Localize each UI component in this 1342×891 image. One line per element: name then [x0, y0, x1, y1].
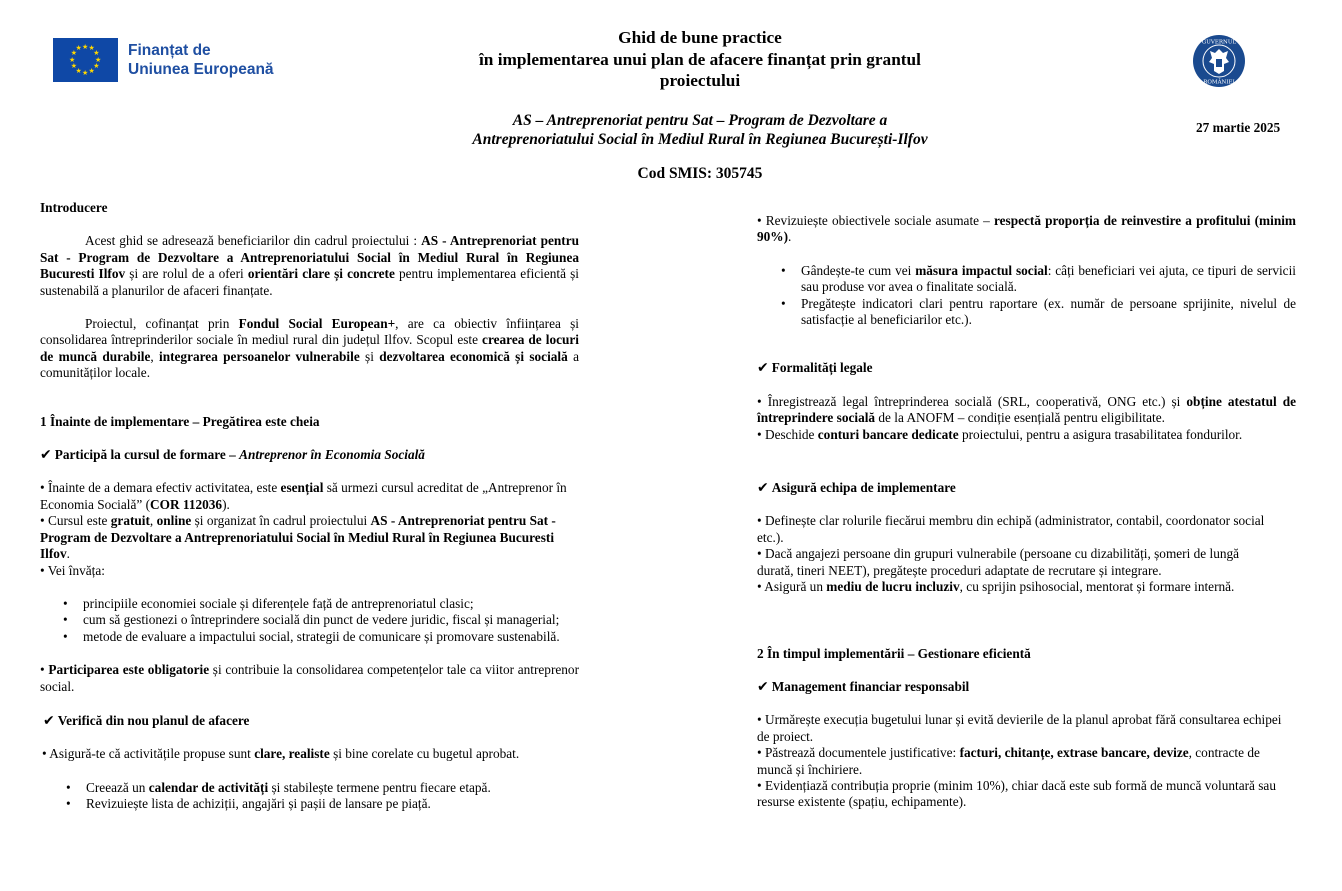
heading-text: Verifică din nou planul de afacere	[57, 712, 250, 728]
list-item	[86, 780, 579, 796]
text: Proiectul, cofinanțat prin	[85, 316, 239, 332]
star-icon: ★	[75, 66, 82, 75]
emphasis: integrarea persoanelor vulnerabile	[159, 348, 360, 364]
subtitle-line-1: AS – Antreprenoriat pentru Sat – Program de Dezvoltare a	[512, 111, 888, 129]
text: .	[788, 229, 792, 245]
emphasis: clare, realiste	[254, 746, 330, 762]
project-name	[430, 111, 970, 149]
emphasis: respectă proporția de reinvestire a profitului (minim 90%)	[757, 213, 1296, 245]
emphasis: online	[156, 513, 192, 529]
text: : câți beneficiari vei ajuta, ce tipuri de servicii sau produse vor avea o finalitate socială.	[801, 262, 1296, 295]
svg-text:ROMÂNIEI: ROMÂNIEI	[1203, 79, 1235, 86]
star-icon: ★	[88, 66, 95, 75]
text: ,	[149, 513, 157, 529]
text: • Revizuiește obiectivele sociale asumate –	[757, 213, 994, 228]
objectives-paragraph	[757, 213, 1296, 246]
course-bullet-2	[40, 513, 579, 562]
star-icon: ★	[75, 44, 82, 53]
star-icon: ★	[69, 55, 76, 64]
star-icon: ★	[88, 44, 95, 53]
star-icon: ★	[93, 62, 100, 70]
document-title	[430, 27, 970, 92]
eu-flag-icon	[53, 38, 118, 82]
checklist-heading-team	[757, 480, 1296, 496]
text: pentru implementarea eficientă și sustenabilă a planurilor de afaceri finanțate.	[40, 266, 580, 298]
text: • Înregistrează legal întreprinderea socială (SRL, cooperativă, ONG etc.) și	[757, 393, 1187, 409]
text: Pregătește indicatori clari pentru raportare (ex. număr de persoane sprijinite, nivelul de satisfacție al beneficiarilor etc.).	[801, 295, 1296, 328]
checklist-heading-plan	[40, 713, 579, 729]
list-item: • principiile economiei sociale și diferențele față de antreprenoriatul clasic;	[83, 596, 579, 612]
checklist-heading-finance	[757, 679, 1296, 695]
fund-name: Fondul Social European+	[238, 316, 396, 332]
list-item: • cum să gestionezi o întreprindere socială din punct de vedere juridic, fiscal și managerial;	[83, 612, 579, 628]
impact-list	[757, 263, 1296, 329]
emphasis: facturi, chitanțe, extrase bancare, devize	[959, 745, 1189, 761]
text: și	[359, 348, 380, 364]
checklist-heading-course	[40, 447, 579, 463]
text: Creează un	[86, 779, 149, 795]
title-line-2: în implementarea unui plan de afacere finanțat prin grantul	[479, 49, 921, 69]
project-name-bold: AS - Antreprenoriat pentru Sat - Program de Dezvoltare a Antreprenoriatului Social în Mediul Rural în Regiunea Bucuresti Ilfov	[40, 233, 579, 282]
text: și bine corelate cu bugetul aprobat.	[329, 746, 520, 762]
text: • Înainte de a demara efectiv activitatea, este	[40, 480, 281, 496]
list-item	[801, 263, 1296, 296]
section-2-heading: 2 În timpul implementării – Gestionare eficientă	[757, 645, 1031, 661]
checklist-heading-legal	[757, 360, 1296, 376]
intro-paragraph-2	[40, 316, 579, 382]
heading-text: Asigură echipa de implementare	[771, 480, 956, 496]
checkmark-icon: ✔	[757, 678, 769, 695]
text: și are rolul de a oferi	[125, 266, 248, 282]
emphasis: Participarea este obligatorie	[48, 662, 210, 678]
emphasis: măsura impactul social	[915, 262, 1048, 278]
list-item	[86, 796, 579, 812]
subtitle-line-2: Antreprenoriatului Social în Mediul Rural în Regiunea București-Ilfov	[472, 130, 928, 148]
eu-logo-text	[128, 41, 274, 79]
text: • Asigură-te că activitățile propuse sunt	[42, 746, 255, 762]
list-item	[801, 296, 1296, 329]
course-bullet-3: • Vei învăța:	[40, 562, 105, 578]
svg-text:GUVERNUL: GUVERNUL	[1201, 39, 1237, 46]
eu-logo-line2: Uniunea Europeană	[128, 61, 274, 78]
text: să urmezi cursul acreditat de „Antreprenor în Economia Socială” (	[40, 480, 567, 512]
document-header	[430, 27, 970, 183]
text: de la ANOFM – condiție esențială pentru eligibilitate.	[875, 410, 1165, 426]
smis-code: Cod SMIS: 305745	[637, 164, 763, 182]
emphasis: calendar de activități	[148, 779, 269, 795]
text: Revizuiește lista de achiziții, angajări și pașii de lansare pe piață.	[86, 796, 431, 812]
text: a comunităților locale.	[40, 348, 579, 381]
intro-paragraph-1	[40, 233, 579, 299]
checkmark-icon: ✔	[757, 480, 769, 497]
title-line-1: Ghid de bune practice	[618, 28, 782, 47]
star-icon: ★	[82, 68, 89, 77]
plan-list	[40, 780, 579, 813]
intro-heading: Introducere	[40, 200, 108, 215]
text: • Deschide	[757, 426, 818, 442]
text: , cu sprijin psihosocial, mentorat și formare internă.	[959, 579, 1235, 595]
finance-paragraph	[757, 712, 1296, 810]
text: ,	[150, 348, 160, 364]
text: ).	[222, 496, 230, 512]
heading-text: Management financiar responsabil	[771, 678, 970, 694]
finance-bullet-3: • Evidențiază contribuția proprie (minim 10%), chiar dacă este sub formă de muncă voluntară sau resurse existente (spațiu, echipamente).	[757, 777, 1276, 810]
plan-paragraph	[40, 746, 579, 762]
checkmark-icon: ✔	[43, 712, 55, 729]
text: , contracte de muncă și închiriere.	[757, 745, 1260, 777]
star-icon: ★	[93, 49, 100, 57]
project-name-bold: AS - Antreprenoriat pentru Sat - Program de Dezvoltare a Antreprenoriatului Social în Mediul Rural în Regiunea Bucuresti Ilfov	[40, 513, 556, 562]
list-item: • metode de evaluare a impactului social, strategii de comunicare și promovare sustenabilă.	[83, 629, 579, 645]
left-column	[40, 200, 579, 813]
finance-bullet-2	[757, 745, 1296, 778]
text: • Păstrează documentele justificative:	[757, 745, 960, 761]
text: proiectului, pentru a asigura trasabilitatea fondurilor.	[958, 426, 1243, 442]
eu-funding-logo	[53, 38, 274, 82]
text: Acest ghid se adresează beneficiarilor din cadrul proiectului :	[85, 233, 422, 249]
team-bullet-2: • Dacă angajezi persoane din grupuri vulnerabile (persoane cu dizabilități, șomeri de lungă durată, tineri NEET), pregătește proceduri adaptate de recrutare și integrare.	[757, 546, 1240, 578]
course-name: Antreprenor în Economia Socială	[239, 447, 425, 463]
text: •	[40, 662, 49, 678]
text: • Asigură un	[757, 579, 827, 595]
text: • Cursul este	[40, 513, 111, 529]
text: Gândește-te cum vei	[801, 262, 916, 278]
text: și stabilește termene pentru fiecare etapă.	[268, 779, 491, 795]
mandatory-paragraph	[40, 662, 579, 695]
text: și contribuie la consolidarea competențelor tale ca viitor antreprenor social.	[40, 662, 579, 694]
emphasis: esențial	[280, 480, 324, 496]
text: și organizat în cadrul proiectului	[191, 513, 371, 529]
emphasis: dezvoltarea economică și socială	[379, 348, 568, 364]
text: .	[66, 546, 70, 562]
eu-logo-line1: Finanțat de	[128, 42, 211, 59]
team-paragraph	[757, 513, 1296, 595]
emphasis: crearea de locuri de muncă durabile	[40, 332, 579, 364]
star-icon: ★	[70, 49, 78, 57]
course-bullet-1	[40, 480, 579, 513]
checkmark-icon: ✔	[757, 360, 769, 377]
legal-paragraph	[757, 394, 1296, 443]
emphasis: gratuit	[110, 513, 150, 529]
heading-text: Participă la cursul de formare –	[54, 447, 240, 463]
cor-code: COR 112036	[150, 496, 223, 512]
emphasis: mediu de lucru incluziv	[826, 579, 960, 595]
checkmark-icon: ✔	[40, 447, 52, 464]
right-column	[757, 213, 1296, 811]
star-icon: ★	[82, 42, 89, 51]
emphasis: obține atestatul de întreprindere socială	[757, 393, 1296, 426]
document-date: 27 martie 2025	[1196, 120, 1281, 135]
team-bullet-3	[757, 579, 1276, 595]
star-icon: ★	[95, 55, 102, 64]
learn-list	[40, 596, 579, 645]
section-1-heading: 1 Înainte de implementare – Pregătirea este cheia	[40, 413, 320, 429]
heading-text: Formalități legale	[771, 360, 873, 376]
romanian-government-logo-icon	[1192, 34, 1246, 88]
title-line-3: proiectului	[659, 71, 741, 90]
emphasis: conturi bancare dedicate	[817, 426, 959, 442]
finance-bullet-1: • Urmărește execuția bugetului lunar și evită devierile de la planul aprobat fără consultarea echipei de proiect.	[757, 712, 1282, 744]
emphasis: orientări clare și concrete	[247, 266, 395, 282]
star-icon: ★	[70, 62, 78, 70]
text: , are ca obiectiv înființarea și consolidarea întreprinderilor sociale în mediul rural din județul Ilfov. Scopul este	[40, 316, 579, 348]
team-bullet-1: • Definește clar rolurile fiecărui membru din echipă (administrator, contabil, coordonator social etc.).	[757, 513, 1265, 545]
